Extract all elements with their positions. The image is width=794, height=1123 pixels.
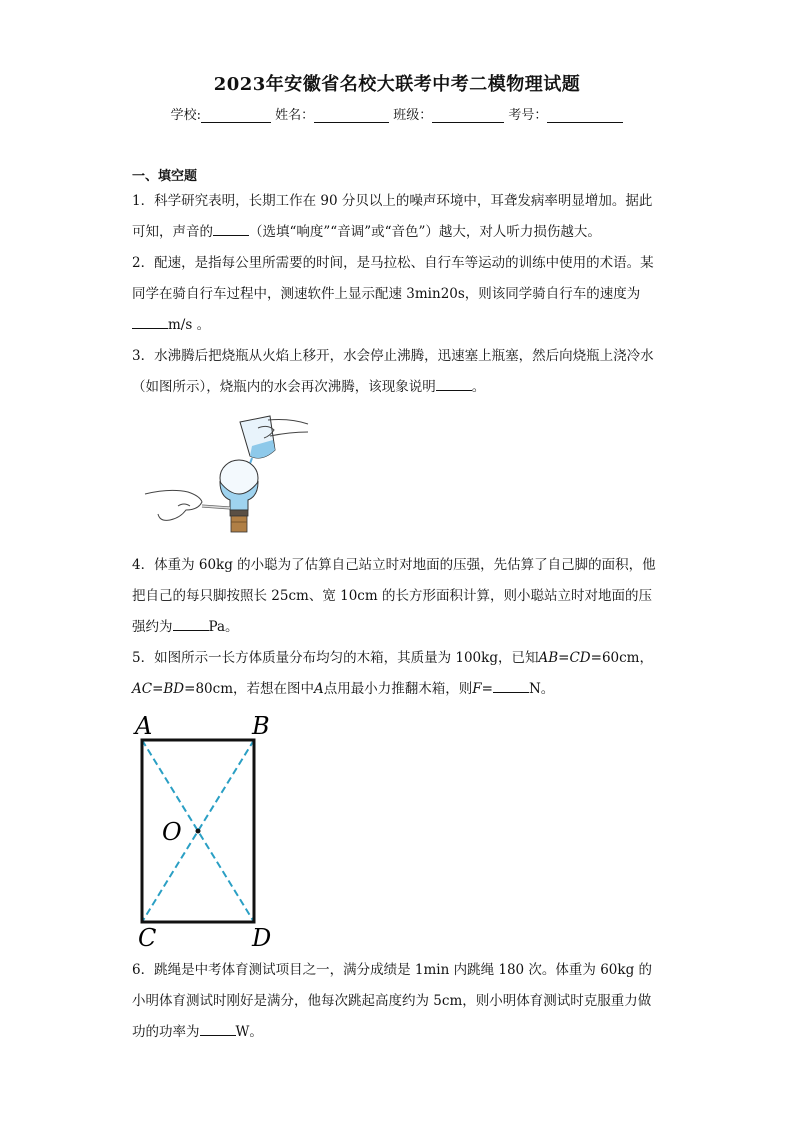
question-6 bbox=[132, 955, 662, 1048]
q5-text-c: 80cm，若想在图中 bbox=[195, 681, 314, 697]
label-o: O bbox=[162, 818, 182, 846]
q2-answer-blank[interactable] bbox=[132, 314, 168, 329]
q6-text-b: W。 bbox=[235, 1024, 263, 1040]
exam-number-label: 考号： bbox=[508, 108, 548, 123]
question-3 bbox=[132, 341, 662, 403]
q1-answer-blank[interactable] bbox=[213, 221, 249, 236]
flask-figure bbox=[140, 410, 315, 540]
page-title: 2023年安徽省名校大联考中考二模物理试题 bbox=[213, 74, 581, 95]
name-label: 姓名： bbox=[275, 108, 315, 123]
q5-ac-bd: AC=BD= bbox=[132, 681, 196, 697]
pouring-beaker bbox=[240, 416, 308, 468]
q4-text-b: Pa。 bbox=[208, 619, 239, 635]
exam-number-blank[interactable] bbox=[547, 108, 623, 123]
q5-text-d: 点用最小力推翻木箱，则 bbox=[323, 681, 473, 697]
q4-answer-blank[interactable] bbox=[173, 616, 209, 631]
class-label: 班级： bbox=[393, 108, 433, 123]
q6-text-a: 6．跳绳是中考体育测试项目之一，满分成绩是 1min 内跳绳 180 次。体重为 60kg 的小明体育测试时刚好是满分，他每次跳起高度约为 5cm，则小明体育测试时克服重力做功的功率为 bbox=[132, 962, 653, 1040]
question-5 bbox=[132, 643, 662, 705]
q1-text-a: 1．科学研究表明，长期工作在 90 分贝以上的噪声环境中，耳聋发病率明显增加。据此可知，声音的 bbox=[132, 193, 653, 240]
box-figure bbox=[130, 710, 280, 955]
school-blank[interactable] bbox=[201, 108, 271, 123]
q5-text-e: N。 bbox=[528, 681, 555, 697]
q5-point-a: A bbox=[314, 681, 324, 697]
school-label: 学校: bbox=[170, 108, 201, 123]
q3-answer-blank[interactable] bbox=[436, 376, 472, 391]
q4-text-a: 4．体重为 60kg 的小聪为了估算自己站立时对地面的压强，先估算了自己脚的面积，他把自己的每只脚按照长 25cm、宽 10cm 的长方形面积计算，则小聪站立时对地面的压强约为 bbox=[132, 557, 656, 635]
label-a: A bbox=[135, 712, 153, 740]
q2-text-a: 2．配速，是指每公里所需要的时间，是马拉松、自行车等运动的训练中使用的术语。某同学在骑自行车过程中，测速软件上显示配速 3min20s，则该同学骑自行车的速度为 bbox=[132, 255, 654, 302]
question-1 bbox=[132, 186, 662, 248]
q2-text-b: m/s 。 bbox=[168, 317, 211, 333]
question-2 bbox=[132, 248, 662, 341]
label-b: B bbox=[252, 712, 270, 740]
name-blank[interactable] bbox=[314, 108, 389, 123]
q1-text-b: （选填“响度”“音调”或“音色”）越大，对人听力损伤越大。 bbox=[249, 224, 601, 240]
center-point bbox=[196, 829, 201, 834]
q6-answer-blank[interactable] bbox=[200, 1021, 236, 1036]
q5-text-b: 60cm， bbox=[601, 650, 653, 666]
q5-f-label: F= bbox=[472, 681, 493, 697]
q3-text-b: 。 bbox=[471, 379, 486, 395]
label-d: D bbox=[252, 924, 272, 952]
q5-text-a: 5．如图所示一长方体质量分布均匀的木箱，其质量为 100kg，已知 bbox=[132, 650, 539, 666]
question-4 bbox=[132, 550, 662, 643]
holding-hand bbox=[145, 490, 230, 520]
q3-text-a: 3．水沸腾后把烧瓶从火焰上移开，水会停止沸腾，迅速塞上瓶塞，然后向烧瓶上浇冷水（如图所示），烧瓶内的水会再次沸腾，该现象说明 bbox=[132, 348, 654, 395]
q5-answer-blank[interactable] bbox=[493, 678, 529, 693]
section-heading: 一、填空题 bbox=[132, 169, 198, 184]
label-c: C bbox=[138, 924, 157, 952]
student-info-line bbox=[0, 104, 794, 123]
class-blank[interactable] bbox=[432, 108, 504, 123]
q5-ab-cd: AB=CD= bbox=[538, 650, 602, 666]
flask bbox=[220, 460, 258, 532]
